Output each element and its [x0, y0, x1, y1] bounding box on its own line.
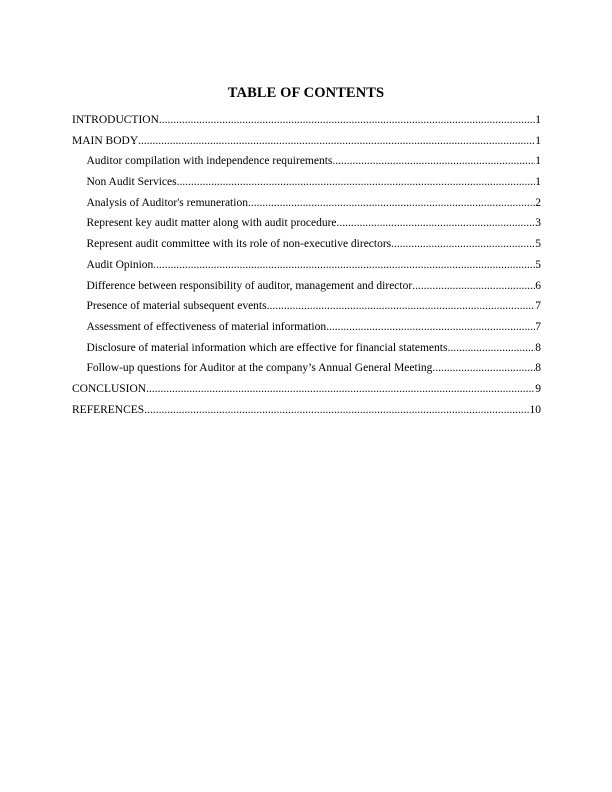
toc-dot-leader: [332, 154, 535, 168]
toc-dot-leader: [146, 382, 535, 396]
toc-entry-label: Analysis of Auditor's remuneration: [86, 196, 248, 209]
toc-page-number: 7: [535, 320, 541, 333]
toc-entry-label: Difference between responsibility of auditor, management and director: [86, 279, 413, 292]
toc-page-number: 8: [535, 341, 541, 354]
toc-entry-subsequent-events[interactable]: [72, 299, 541, 320]
toc-page-number: 6: [535, 279, 541, 292]
toc-entry-audit-opinion[interactable]: [72, 258, 541, 279]
toc-title: TABLE OF CONTENTS: [227, 85, 385, 101]
toc-page-number: 8: [535, 362, 541, 375]
toc-dot-leader: [267, 299, 536, 313]
toc-page-number: 9: [535, 382, 541, 395]
toc-dot-leader: [337, 216, 536, 230]
toc-entry-label: Non Audit Services: [86, 176, 177, 189]
toc-entry-key-audit-matter[interactable]: [72, 216, 541, 237]
toc-dot-leader: [391, 237, 535, 251]
toc-dot-leader: [153, 258, 535, 272]
toc-list: [72, 113, 541, 423]
toc-entry-label: INTRODUCTION: [72, 114, 159, 126]
toc-entry-non-audit-services[interactable]: [72, 175, 541, 196]
toc-entry-label: Represent audit committee with its role of non-executive directors: [86, 238, 392, 251]
toc-dot-leader: [412, 279, 535, 293]
toc-dot-leader: [144, 403, 529, 417]
toc-page-number: 1: [535, 176, 541, 189]
toc-page-number: 5: [535, 258, 541, 271]
toc-page-number: 2: [535, 196, 541, 209]
toc-entry-label: Presence of material subsequent events: [86, 300, 267, 313]
toc-entry-conclusion[interactable]: [72, 382, 541, 403]
toc-entry-label: Follow-up questions for Auditor at the company’s Annual General Meeting: [86, 362, 433, 375]
toc-entry-disclosure-material-information[interactable]: [72, 341, 541, 362]
toc-page-number: 1: [535, 114, 541, 126]
toc-page-number: 7: [535, 300, 541, 313]
toc-dot-leader: [159, 113, 535, 127]
toc-entry-audit-committee[interactable]: [72, 237, 541, 258]
toc-entry-label: MAIN BODY: [72, 134, 139, 147]
toc-page-number: 10: [529, 403, 541, 416]
toc-dot-leader: [248, 196, 535, 210]
toc-dot-leader: [177, 175, 536, 189]
toc-dot-leader: [447, 341, 535, 355]
toc-entry-label: Disclosure of material information which are effective for financial statements: [86, 341, 448, 354]
toc-entry-auditor-remuneration[interactable]: [72, 196, 541, 217]
toc-entry-effectiveness-assessment[interactable]: [72, 320, 541, 341]
toc-dot-leader: [432, 361, 535, 375]
toc-entry-label: Auditor compilation with independence requirements: [86, 155, 333, 168]
toc-dot-leader: [138, 134, 535, 148]
toc-entry-introduction[interactable]: [72, 113, 541, 134]
toc-page-number: 1: [535, 134, 541, 147]
toc-entry-label: Assessment of effectiveness of material information: [86, 320, 327, 333]
toc-entry-follow-up-questions[interactable]: [72, 361, 541, 382]
toc-entry-label: REFERENCES: [72, 403, 145, 416]
toc-page-number: 3: [535, 217, 541, 230]
toc-entry-auditor-compilation[interactable]: [72, 154, 541, 175]
toc-entry-label: Represent key audit matter along with audit procedure: [86, 217, 337, 230]
toc-entry-difference-responsibility[interactable]: [72, 279, 541, 300]
toc-entry-label: Audit Opinion: [86, 258, 154, 271]
toc-entry-label: CONCLUSION: [72, 382, 147, 395]
toc-entry-references[interactable]: [72, 403, 541, 424]
toc-page-number: 1: [535, 155, 541, 168]
toc-entry-main-body[interactable]: [72, 134, 541, 155]
toc-page-number: 5: [535, 238, 541, 251]
toc-dot-leader: [326, 320, 535, 334]
